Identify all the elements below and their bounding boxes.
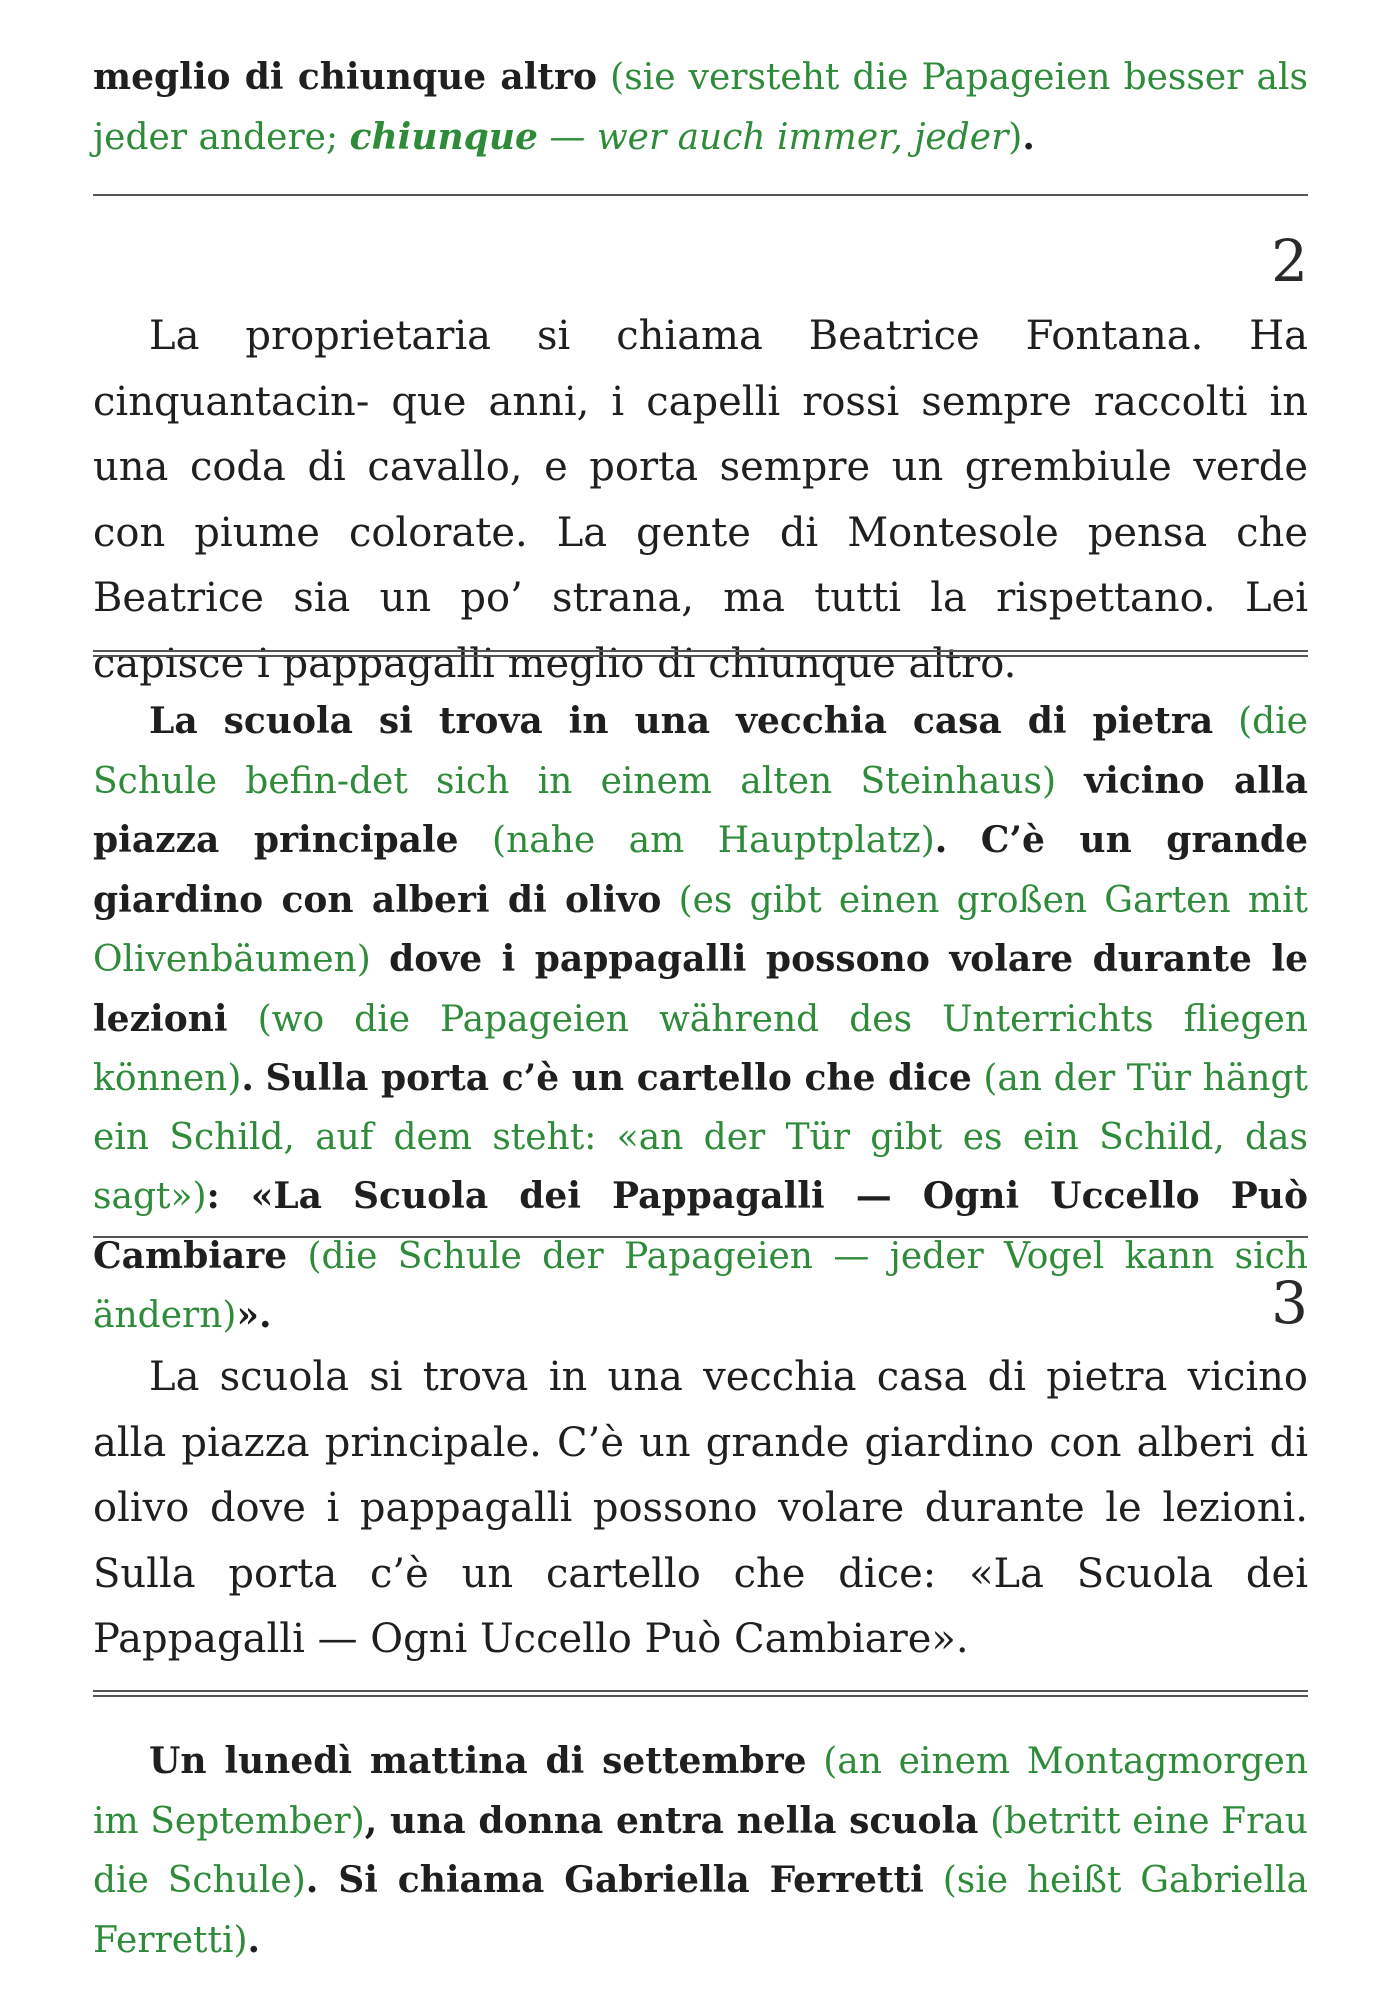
- punctuation: .: [247, 1918, 261, 1961]
- german-gloss: (die Schule der Papageien — jeder Vogel kann sich ändern): [93, 1235, 1308, 1336]
- double-divider: [93, 1690, 1308, 1697]
- bilingual-paragraph-4: [93, 1732, 1308, 1970]
- section-divider: [93, 1236, 1308, 1238]
- section-number: 3: [1271, 1269, 1308, 1337]
- bilingual-paragraph-3: [93, 692, 1308, 1346]
- german-gloss: (nahe am Hauptplatz): [492, 820, 935, 861]
- section-number: 2: [1271, 227, 1308, 295]
- italian-phrase: vicino alla piazza principale: [93, 759, 1308, 861]
- gloss-definition: — wer auch immer, jeder: [537, 116, 1009, 158]
- text-line: La proprietaria si chiama Beatrice Fontana. Ha cinquantacin-: [93, 313, 1308, 425]
- original-paragraph-3: [93, 1345, 1308, 1673]
- italian-phrase: dove i pappagalli possono volare durante le lezioni: [93, 938, 1308, 1040]
- bilingual-text-1: [93, 48, 1308, 167]
- punctuation: ».: [236, 1294, 272, 1336]
- german-gloss: (an einem Montagmorgen im September): [93, 1741, 1309, 1842]
- original-text-3: La scuola si trova in una vecchia casa di pietra vicino alla piazza principale. C’è un grande giardino con alberi di olivo dove i pappagalli possono volare durante le lezioni. Sulla porta c’è un cartello che dice: «La Scuola dei Pappagalli — Ogni Uccello Può Cambiare».: [93, 1354, 1308, 1662]
- original-text-2: [93, 304, 1308, 697]
- double-divider: [93, 650, 1308, 657]
- punctuation: .: [934, 819, 948, 861]
- german-gloss: (die Schule befin-det sich in einem alten Steinhaus): [93, 701, 1308, 802]
- german-gloss: (an der Tür hängt ein Schild, auf dem steht: «an der Tür gibt es ein Schild, das sagt»): [93, 1058, 1309, 1217]
- german-gloss-close: ): [1008, 116, 1023, 158]
- bilingual-text-3: [93, 692, 1308, 1346]
- bilingual-paragraph-1: [93, 48, 1308, 167]
- german-gloss: (sie heißt Gabriella Ferretti): [93, 1860, 1308, 1961]
- bilingual-text-4: [93, 1732, 1308, 1970]
- italian-phrase: : «La Scuola dei Pappagalli — Ogni Uccello Può Cambiare: [93, 1175, 1308, 1277]
- italian-phrase: . Si chiama Gabriella Ferretti: [305, 1859, 924, 1901]
- italian-phrase: meglio di chiunque altro: [93, 56, 598, 98]
- punctuation: .: [1022, 115, 1035, 158]
- punctuation: .: [241, 1057, 254, 1099]
- german-gloss-part: (sie versteht die Papageien besser als jeder andere;: [93, 57, 1308, 158]
- gloss-keyword: chiunque: [349, 115, 538, 158]
- german-gloss: (es gibt einen großen Garten mit Olivenbäumen): [93, 879, 1308, 980]
- original-paragraph-2: [93, 304, 1308, 697]
- section-divider: [93, 194, 1308, 196]
- text-rest: que anni, i capelli rossi sempre raccolti in una coda di cavallo, e porta sempre un grembiule verde con piume colorate. La gente di Montesole pensa che Beatrice sia un po’ strana, ma tutti la rispettano. Lei capisce i pappagalli meglio di chiunque altro.: [93, 378, 1308, 687]
- italian-phrase: C’è un grande giardino con alberi di olivo: [93, 819, 1308, 921]
- german-gloss: (betritt eine Frau die Schule): [93, 1800, 1308, 1901]
- german-gloss: (wo die Papageien während des Unterrichts fliegen können): [93, 998, 1308, 1099]
- italian-phrase: , una donna entra nella scuola: [364, 1799, 979, 1842]
- italian-phrase: La scuola si trova in una vecchia casa di pietra: [149, 700, 1214, 742]
- italian-phrase: Un lunedì mattina di settembre: [149, 1740, 807, 1782]
- italian-phrase: Sulla porta c’è un cartello che dice: [265, 1057, 972, 1099]
